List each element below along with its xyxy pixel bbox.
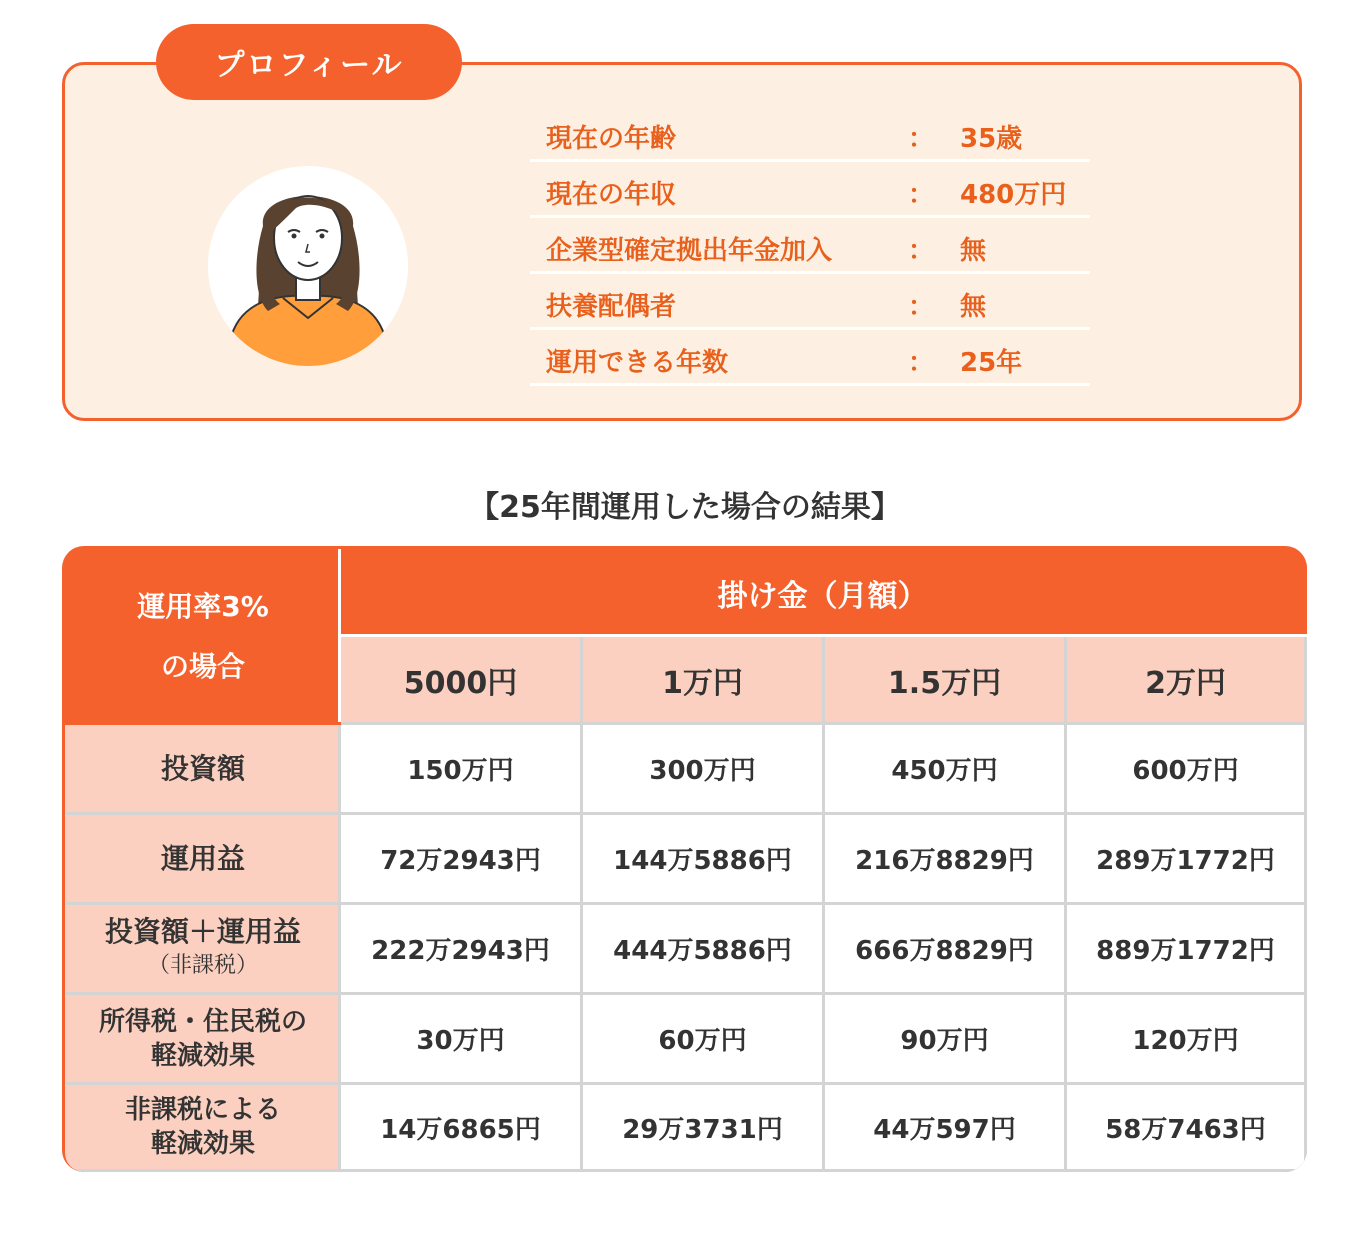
column-header: 1万円 — [582, 636, 824, 724]
table-cell: 14万6865円 — [340, 1084, 582, 1171]
profile-value: 25年 — [960, 348, 1023, 378]
profile-row-income — [530, 162, 1090, 218]
row-label: 非課税による — [124, 1095, 281, 1125]
table-cell: 58万7463円 — [1066, 1084, 1306, 1171]
result-title: 【25年間運用した場合の結果】 — [469, 490, 901, 525]
profile-colon: ： — [908, 124, 935, 154]
profile-colon: ： — [908, 292, 935, 322]
table-cell: 450万円 — [824, 724, 1066, 814]
row-label: 運用益 — [160, 841, 245, 875]
profile-label: 扶養配偶者 — [546, 292, 677, 322]
table-cell: 120万円 — [1066, 994, 1306, 1084]
table-cell: 30万円 — [340, 994, 582, 1084]
profile-tag: プロフィール — [156, 24, 462, 100]
row-header — [67, 724, 340, 814]
profile-info-list — [530, 106, 1090, 386]
profile-row-years — [530, 330, 1090, 386]
table-cell: 72万2943円 — [340, 814, 582, 904]
table-cell: 60万円 — [582, 994, 824, 1084]
profile-label: 現在の年齢 — [546, 124, 677, 154]
table-row — [67, 904, 1306, 994]
corner-line1: 運用率3% — [137, 590, 269, 623]
table-cell: 150万円 — [340, 724, 582, 814]
row-label: 投資額 — [160, 751, 245, 785]
table-cell: 222万2943円 — [340, 904, 582, 994]
table-cell: 216万8829円 — [824, 814, 1066, 904]
row-header — [67, 1084, 340, 1171]
column-header: 5000円 — [340, 636, 582, 724]
profile-colon: ： — [908, 236, 935, 266]
table-cell: 144万5886円 — [582, 814, 824, 904]
profile-row-dc-pension — [530, 218, 1090, 274]
table-cell: 300万円 — [582, 724, 824, 814]
profile-colon: ： — [908, 348, 935, 378]
row-header — [67, 994, 340, 1084]
profile-colon: ： — [908, 180, 935, 210]
result-table — [65, 549, 1307, 1172]
row-label: 所得税・住民税の — [98, 1006, 307, 1037]
row-header — [67, 814, 340, 904]
profile-value: 無 — [960, 292, 987, 322]
profile-label: 企業型確定拠出年金加入 — [546, 236, 833, 266]
profile-row-spouse — [530, 274, 1090, 330]
corner-line2: の場合 — [160, 650, 245, 683]
row-header — [67, 904, 340, 994]
profile-value: 35歳 — [960, 124, 1023, 154]
table-cell: 600万円 — [1066, 724, 1306, 814]
table-cell: 289万1772円 — [1066, 814, 1306, 904]
table-cell: 44万597円 — [824, 1084, 1066, 1171]
profile-label: 現在の年収 — [546, 180, 677, 210]
row-label-line2: 軽減効果 — [150, 1040, 255, 1071]
profile-row-age — [530, 106, 1090, 162]
table-cell: 889万1772円 — [1066, 904, 1306, 994]
woman-avatar-icon — [208, 166, 408, 366]
table-cell: 666万8829円 — [824, 904, 1066, 994]
profile-value: 480万円 — [960, 180, 1067, 210]
table-row — [67, 814, 1306, 904]
column-header: 2万円 — [1066, 636, 1306, 724]
table-row — [67, 1084, 1306, 1171]
table-cell: 444万5886円 — [582, 904, 824, 994]
group-header: 掛け金（月額） — [340, 551, 1306, 636]
profile-value: 無 — [960, 236, 987, 266]
table-row — [67, 994, 1306, 1084]
row-label-line2: 軽減効果 — [150, 1129, 255, 1159]
table-row — [67, 724, 1306, 814]
column-header: 1.5万円 — [824, 636, 1066, 724]
profile-label: 運用できる年数 — [546, 348, 729, 378]
row-sublabel: （非課税） — [147, 952, 258, 978]
table-corner-cell — [67, 551, 340, 724]
table-cell: 90万円 — [824, 994, 1066, 1084]
row-label: 投資額＋運用益 — [104, 914, 301, 948]
table-cell: 29万3731円 — [582, 1084, 824, 1171]
result-table-frame — [62, 546, 1307, 1172]
